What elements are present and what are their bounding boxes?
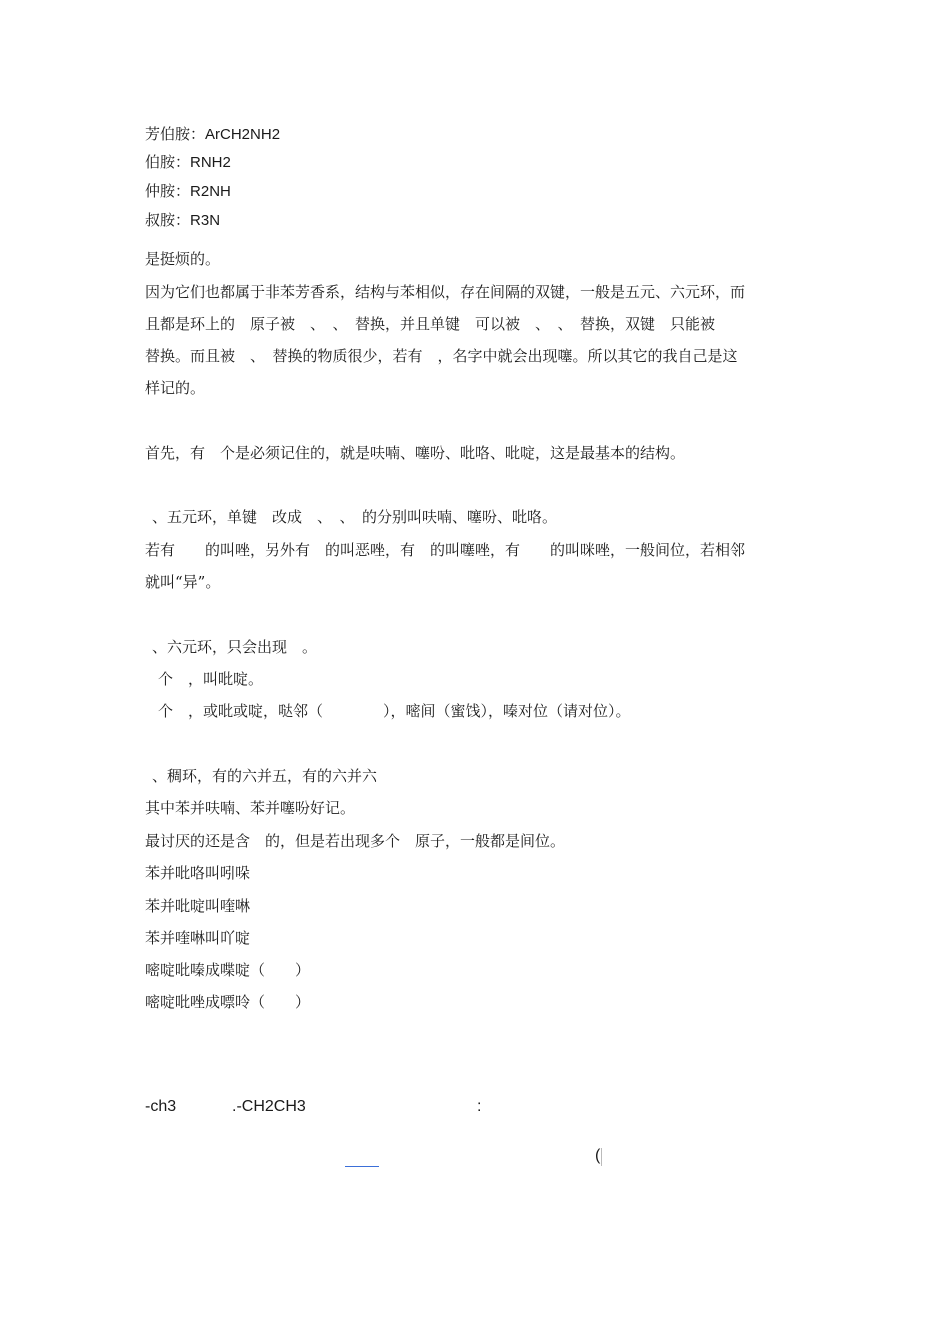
group-ethyl: .-CH2CH3 [232,1098,306,1115]
amine-line: 仲胺：R2NH [145,182,231,200]
text-line: 因为它们也都属于非苯芳香系，结构与苯相似，存在间隔的双键，一般是五元、六元环，而 [145,283,746,301]
text-line: 首先，有 个是必须记住的，就是呋喃、噻吩、吡咯、吡啶，这是最基本的结构。 [145,444,686,462]
text-line: 苯并喹啉叫吖啶 [145,929,251,947]
text-line: 嘧啶吡唑成嘌呤（ ） [145,993,311,1011]
link-underline[interactable] [345,1166,379,1167]
text-line: 最讨厌的还是含 的，但是若出现多个 原子，一般都是间位。 [145,832,566,850]
text-line: 且都是环上的 原子被 、 、 替换，并且单键 可以被 、 、 替换，双键 只能被 [145,315,716,333]
open-paren: ( [595,1147,601,1164]
text-line: 个 ，或吡或啶，哒邻（ ），嘧间（蜜饯），嗪对位（请对位）。 [158,702,631,720]
text-line: 苯并吡啶叫喹啉 [145,897,251,915]
text-line: 嘧啶吡嗪成喋啶（ ） [145,961,311,979]
text-line: 苯并吡咯叫吲哚 [145,864,251,882]
text-line: 其中苯并呋喃、苯并噻吩好记。 [145,799,356,817]
group-methyl: -ch3 [145,1098,177,1115]
text-line: 样记的。 [145,379,206,397]
colon-mark: : [477,1098,482,1115]
text-line: 是挺烦的。 [145,250,221,268]
amine-line: 伯胺：RNH2 [145,153,231,171]
text-line: 、稠环，有的六并五，有的六并六 [152,767,378,785]
text-line: 就叫“异”。 [145,573,221,591]
text-line: 、六元环，只会出现 。 [152,638,318,656]
text-line: 个 ，叫吡啶。 [158,670,264,688]
margin-line [601,1148,602,1166]
text-line: 若有 的叫唑，另外有 的叫恶唑，有 的叫噻唑，有 的叫咪唑，一般间位，若相邻 [145,541,746,559]
text-line: 、五元环，单键 改成 、 、 的分别叫呋喃、噻吩、吡咯。 [152,508,558,526]
text-line: 替换。而且被 、 替换的物质很少，若有 ，名字中就会出现噻。所以其它的我自己是这 [145,347,738,365]
amine-line: 芳伯胺：ArCH2NH2 [145,125,281,143]
amine-line: 叔胺：R3N [145,211,221,229]
